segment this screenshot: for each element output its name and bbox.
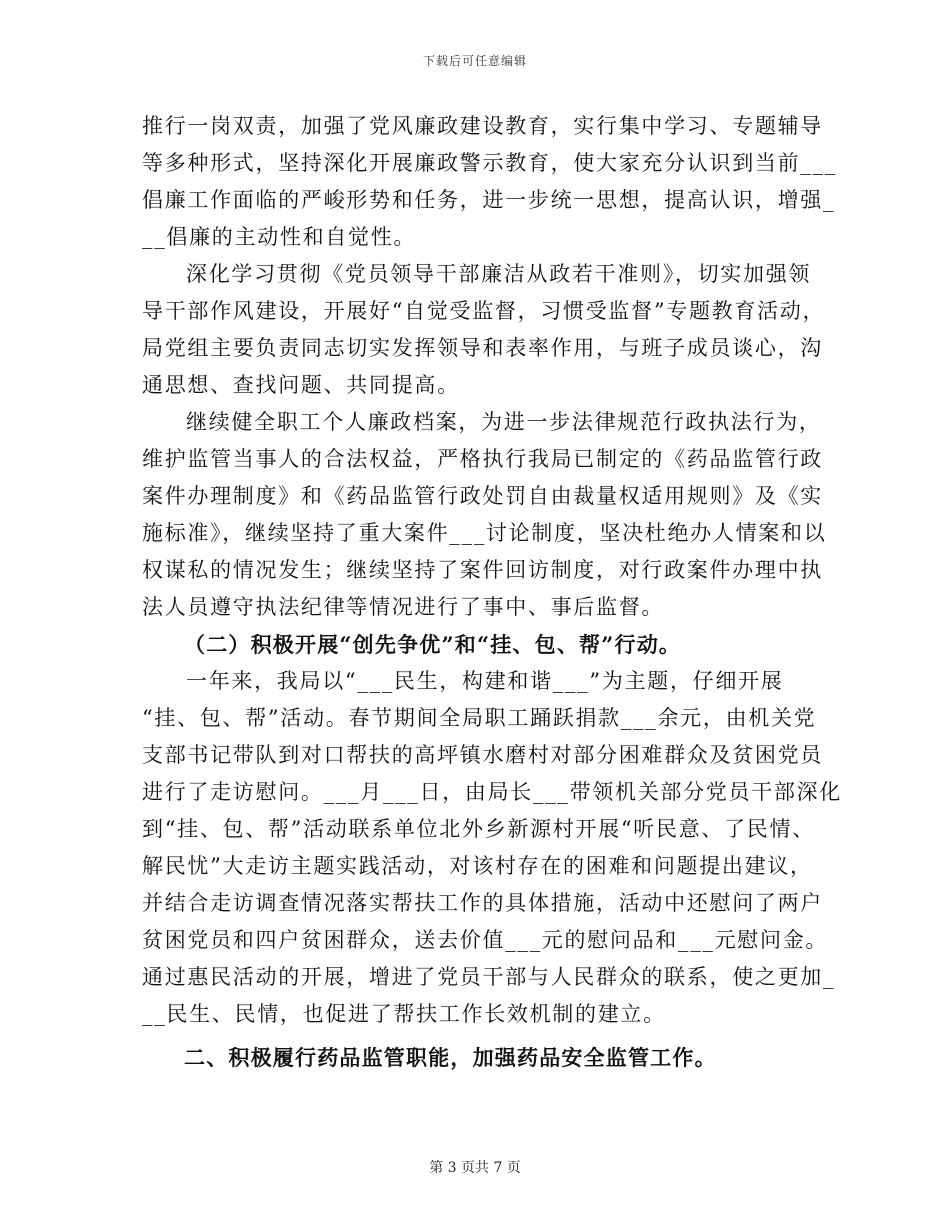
text-line: 导干部作风建设，开展好“自觉受监督，习惯受监督”专题教育活动， bbox=[142, 299, 826, 323]
paragraph-start-line: 深化学习贯彻《党员领导干部廉洁从政若干准则》，切实加强领 bbox=[186, 262, 812, 286]
text-line: 权谋私的情况发生；继续坚持了案件回访制度，对行政案件办理中执 bbox=[142, 558, 823, 582]
text-line: 维护监管当事人的合法权益，严格执行我局已制定的《药品监管行政 bbox=[142, 447, 823, 471]
text-line: 局党组主要负责同志切实发挥领导和表率作用，与班子成员谈心，沟 bbox=[142, 336, 823, 360]
text-line: “挂、包、帮”活动。春节期间全局职工踊跃捐款___余元，由机关党 bbox=[142, 706, 817, 730]
text-line: 支部书记带队到对口帮扶的高坪镇水磨村对部分困难群众及贫困党员 bbox=[142, 743, 823, 767]
text-line: 并结合走访调查情况落实帮扶工作的具体措施，活动中还慰问了两户 bbox=[142, 891, 823, 915]
text-line: 到“挂、包、帮”活动联系单位北外乡新源村开展“听民意、了民情、 bbox=[142, 817, 815, 841]
text-line: __民生、民情，也促进了帮扶工作长效机制的建立。 bbox=[142, 1002, 666, 1026]
paragraph-start-line: 继续健全职工个人廉政档案，为进一步法律规范行政执法行为， bbox=[186, 410, 822, 434]
text-line: __倡廉的主动性和自觉性。 bbox=[142, 225, 417, 249]
text-line: 施标准》，继续坚持了重大案件___讨论制度，坚决杜绝办人情案和以 bbox=[142, 521, 827, 545]
page-number-footer: 第 3 页共 7 页 bbox=[429, 1160, 521, 1176]
subsection-heading: （二）积极开展“创先争优”和“挂、包、帮”行动。 bbox=[184, 632, 682, 657]
text-line: 倡廉工作面临的严峻形势和任务，进一步统一思想，提高认识，增强_ bbox=[142, 188, 836, 212]
text-line: 通过惠民活动的开展，增进了党员干部与人民群众的联系，使之更加_ bbox=[142, 965, 836, 989]
text-line: 等多种形式，坚持深化开展廉政警示教育，使大家充分认识到当前___ bbox=[142, 151, 837, 175]
text-line: 贫困党员和四户贫困群众，送去价值___元的慰问品和___元慰问金。 bbox=[142, 928, 829, 952]
section-heading: 二、积极履行药品监管职能，加强药品安全监管工作。 bbox=[184, 1045, 717, 1070]
text-line: 推行一岗双责，加强了党风廉政建设教育，实行集中学习、专题辅导 bbox=[142, 114, 823, 138]
text-line: 解民忧”大走访主题实践活动，对该村存在的困难和问题提出建议， bbox=[142, 854, 813, 878]
text-line: 进行了走访慰问。___月___日，由局长___带领机关部分党员干部深化 bbox=[142, 780, 842, 804]
text-line: 案件办理制度》和《药品监管行政处罚自由裁量权适用规则》及《实 bbox=[142, 484, 823, 508]
document-body bbox=[142, 108, 842, 1076]
text-line: 法人员遵守执法纪律等情况进行了事中、事后监督。 bbox=[142, 595, 665, 619]
paragraph-start-line: 一年来，我局以“___民生，构建和谐___”为主题，仔细开展 bbox=[186, 669, 784, 693]
page-header-note: 下载后可任意编辑 bbox=[422, 54, 527, 68]
text-line: 通思想、查找问题、共同提高。 bbox=[142, 373, 460, 397]
